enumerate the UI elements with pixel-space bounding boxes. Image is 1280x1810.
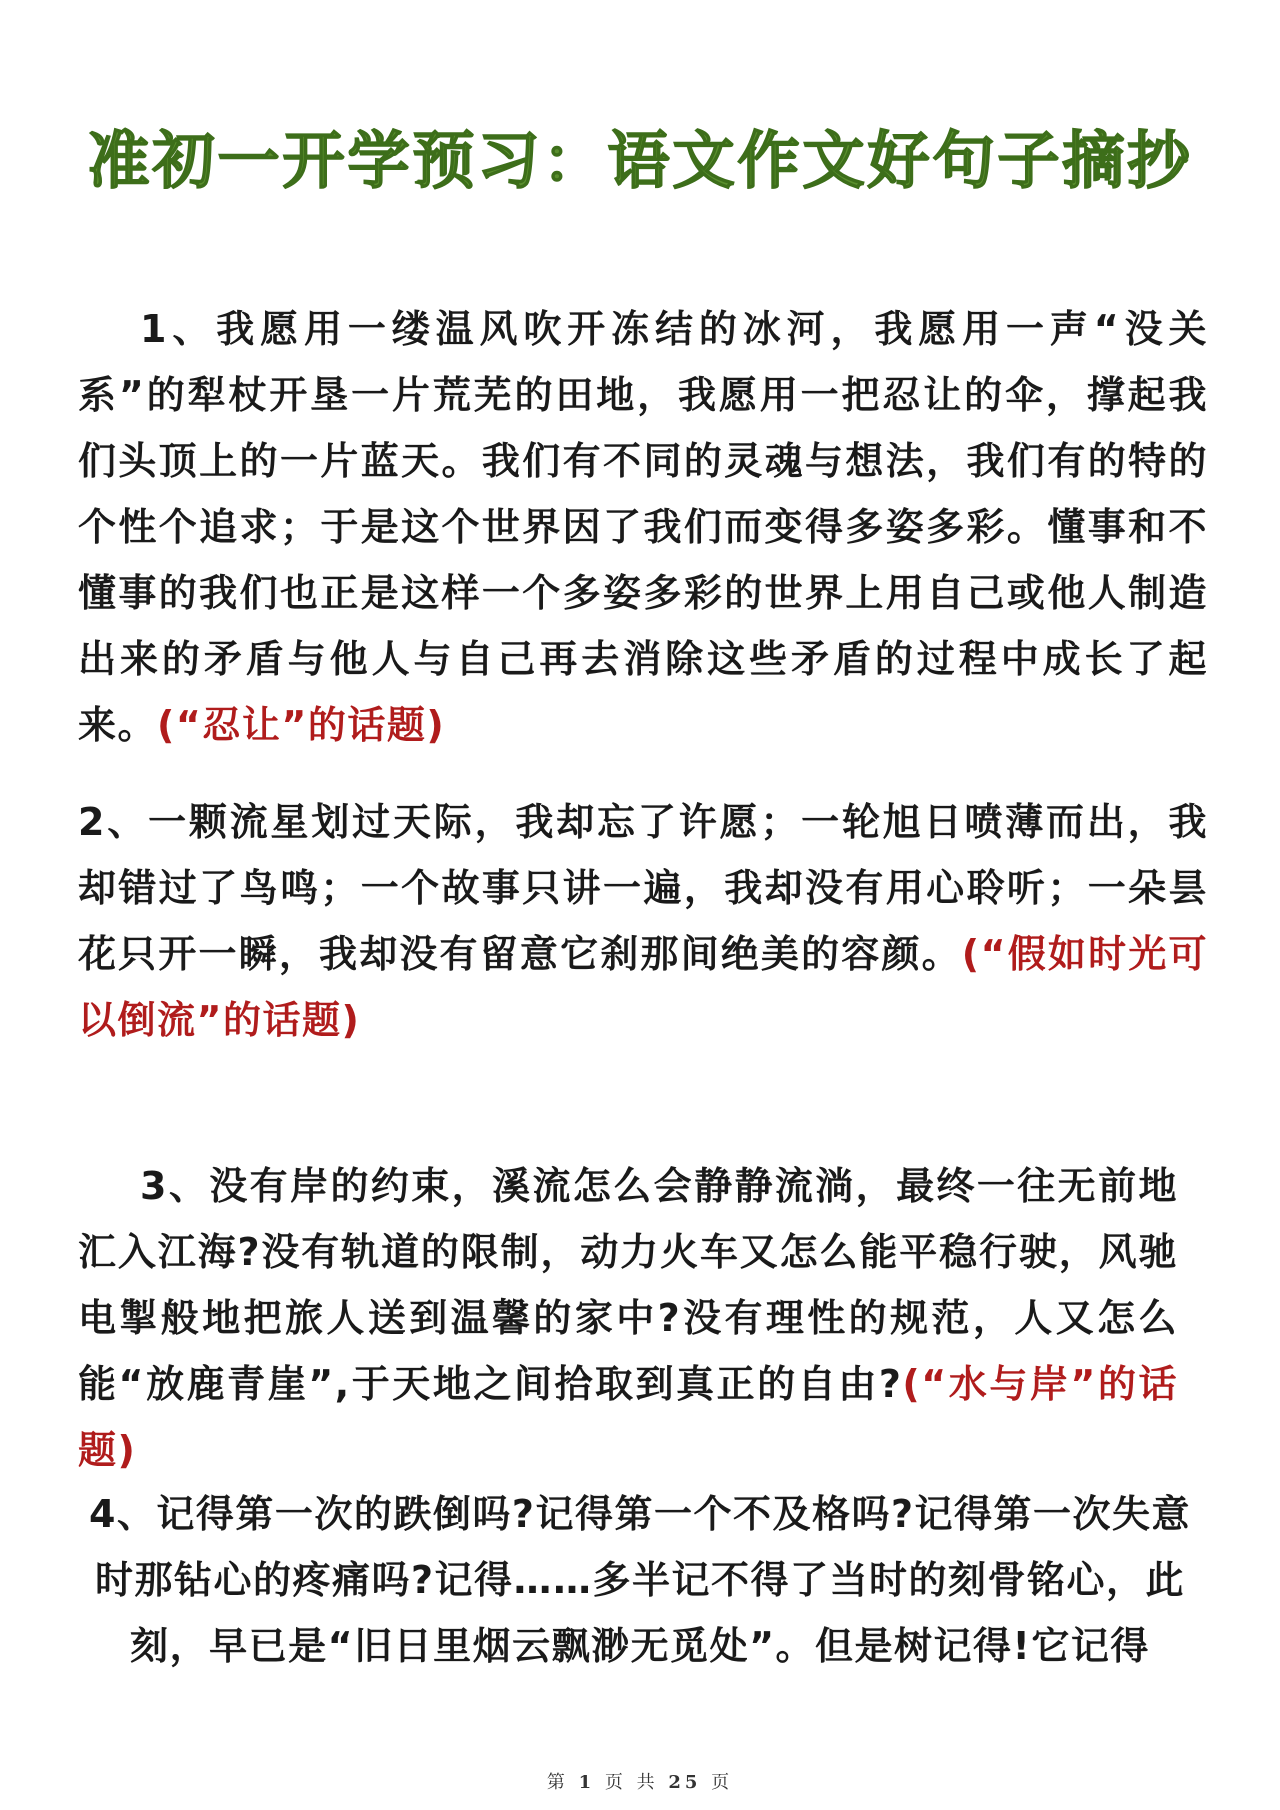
page-title: 准初一开学预习：语文作文好句子摘抄 — [87, 124, 1193, 197]
paragraph-1-topic: (“忍让”的话题) — [157, 703, 446, 747]
paragraph-4 — [80, 1481, 1200, 1679]
paragraph-2 — [78, 789, 1208, 1053]
paragraph-1 — [78, 296, 1208, 758]
paragraph-3-topic: (“水与岸”的话题) — [78, 1362, 1178, 1472]
paragraph-3 — [78, 1153, 1178, 1483]
footer-total-pages: 25 — [668, 1772, 702, 1793]
footer-middle: 页 共 — [604, 1772, 659, 1793]
page-footer — [0, 1768, 1280, 1794]
paragraph-1-text: 1、我愿用一缕温风吹开冻结的冰河，我愿用一声“没关系”的犁杖开垦一片荒芜的田地，我愿用一把忍让的伞，撑起我们头顶上的一片蓝天。我们有不同的灵魂与想法，我们有的特的个性个追求；于是这个世界因了我们而变得多姿多彩。懂事和不懂事的我们也正是这样一个多姿多彩的世界上用自己或他人制造出来的矛盾与他人与自己再去消除这些矛盾的过程中成长了起来。 — [78, 307, 1208, 747]
paragraph-3-text: 3、没有岸的约束，溪流怎么会静静流淌，最终一往无前地汇入江海?没有轨道的限制，动力火车又怎么能平稳行驶，风驰电掣般地把旅人送到温馨的家中?没有理性的规范，人又怎么能“放鹿青崖”,于天地之间拾取到真正的自由? — [78, 1164, 1178, 1406]
paragraph-2-topic: (“假如时光可以倒流”的话题) — [78, 932, 1208, 1042]
paragraph-2-text: 2、一颗流星划过天际，我却忘了许愿；一轮旭日喷薄而出，我却错过了鸟鸣；一个故事只讲一遍，我却没有用心聆听；一朵昙花只开一瞬，我却没有留意它刹那间绝美的容颜。 — [78, 800, 1208, 976]
footer-prefix: 第 — [546, 1772, 569, 1793]
paragraph-4-text: 4、记得第一次的跌倒吗?记得第一个不及格吗?记得第一次失意时那钻心的疼痛吗?记得……多半记不得了当时的刻骨铭心，此刻，早已是“旧日里烟云飘渺无觅处”。但是树记得!它记得 — [88, 1492, 1192, 1668]
footer-suffix: 页 — [711, 1772, 734, 1793]
footer-page-number: 1 — [578, 1772, 596, 1793]
